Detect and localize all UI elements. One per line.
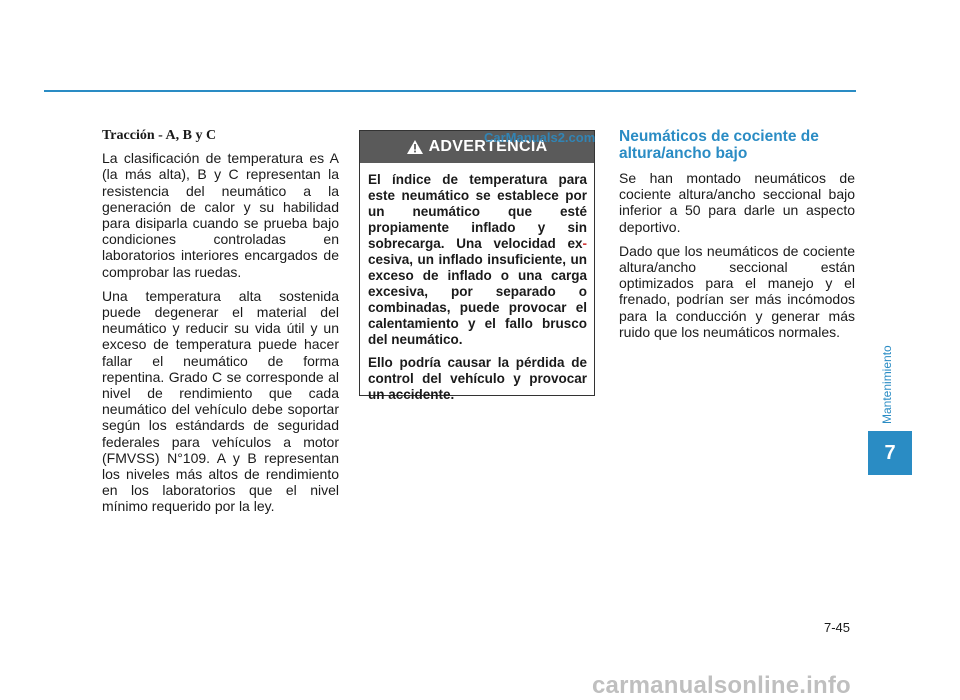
warning-paragraph: Ello podría causar la pérdida de control del vehículo y provocar un accidente. <box>368 355 587 402</box>
page-number: 7-45 <box>824 620 851 635</box>
warning-text: cesiva, un inflado insuficiente, un exceso de inflado o una carga excesiva, por separado o combinadas, puede provocar el calentamiento y el fallo brusco del neumático. <box>368 252 587 347</box>
paragraph: Dado que los neumáticos de cociente altura/ancho seccional están optimizados para el manejo y el frenado, podrían ser más incómodos para la conducción y generar más ruido que los neumáticos normales. <box>619 242 855 340</box>
right-column <box>619 128 855 348</box>
warning-text: El índice de temperatura para este neumático se establece por un neumático que esté propiamente inflado y sin sobrecarga. Una velocidad ex <box>368 172 587 251</box>
paragraph: La clasificación de temperatura es A (la más alta), B y C representan la resistencia del neumático a la generación de calor y su habilidad para disiparla cuando se prueba bajo condiciones controladas en laboratorios interiores encargados de comprobar las ruedas. <box>102 150 339 280</box>
left-column <box>102 128 339 523</box>
paragraph: Una temperatura alta sostenida puede degenerar el material del neumático y reducir su vida útil y un exceso de temperatura puede hacer fallar el neumático de forma repentina. Grado C se corresponde al nivel de rendimiento que cada neumático del vehículo debe soportar según los estándards de seguridad federales para vehículos a motor (FMVSS) N°109. A y B representan los niveles más altos de rendimiento en los laboratorios que el nivel mínimo requerido por la ley. <box>102 287 339 515</box>
paragraph: Se han montado neumáticos de cociente altura/ancho seccional bajo inferior a 50 para darle un aspecto deportivo. <box>619 170 855 235</box>
warning-box <box>359 130 595 402</box>
warning-body <box>360 163 594 403</box>
watermark-carmanualsonline: carmanualsonline.info <box>592 672 851 699</box>
warning-title: ADVERTENCIA <box>428 138 548 155</box>
warning-paragraph <box>368 172 587 348</box>
section-title: Neumáticos de cociente de altura/ancho bajo <box>619 128 819 162</box>
top-rule <box>44 90 856 92</box>
watermark-carmanuals2: CarManuals2.com <box>484 130 596 145</box>
chapter-side-label: Mantenimiento <box>880 345 894 425</box>
hyphen-mark: - <box>582 236 587 251</box>
warning-triangle-icon <box>407 140 423 154</box>
chapter-tab <box>868 431 912 475</box>
chapter-number: 7 <box>884 441 896 464</box>
subheading-traction: Tracción - A, B y C <box>102 128 217 143</box>
